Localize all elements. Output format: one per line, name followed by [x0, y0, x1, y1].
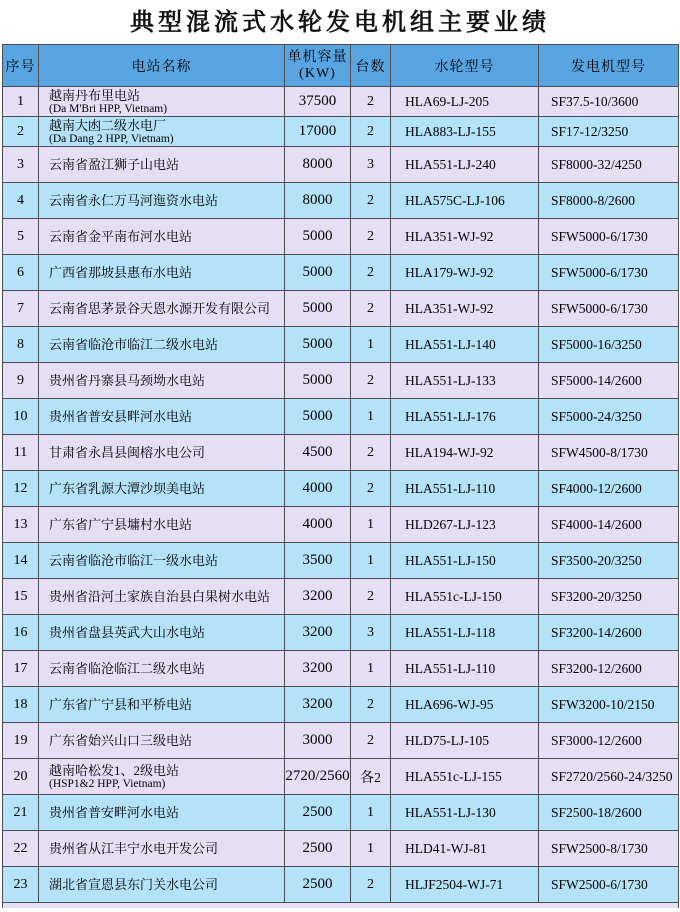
col-header-station: 电站名称: [39, 45, 285, 87]
row-number-cell: 2: [3, 117, 39, 147]
station-name: 贵州省从江丰宁水电开发公司: [49, 841, 219, 856]
generator-model-cell: SF2720/2560-24/3250: [539, 759, 679, 795]
row-number-cell: 9: [3, 363, 39, 399]
units-count-cell: 2: [351, 579, 391, 615]
station-name-cell: [39, 471, 285, 507]
header-row: [3, 45, 679, 87]
station-name: 越南丹布里电站: [49, 87, 141, 103]
turbine-model-cell: HLA575C-LJ-106: [391, 183, 539, 219]
generator-model-cell: SF8000-8/2600: [539, 183, 679, 219]
station-name-cell: [39, 435, 285, 471]
capacity-cell: 3200: [285, 615, 351, 651]
station-name-cell: [39, 723, 285, 759]
units-count-cell: 1: [351, 543, 391, 579]
table-row: [3, 327, 679, 363]
capacity-cell: 4000: [285, 507, 351, 543]
turbine-model-cell: HLA551c-LJ-155: [391, 759, 539, 795]
station-name-cell: [39, 183, 285, 219]
generator-model-cell: SFW2500-6/1730: [539, 867, 679, 903]
turbine-model-cell: HLA351-WJ-92: [391, 291, 539, 327]
station-name-cell: [39, 687, 285, 723]
station-name-cell: [39, 867, 285, 903]
units-count-cell: 1: [351, 795, 391, 831]
station-name-cell: [39, 255, 285, 291]
units-count-cell: 2: [351, 723, 391, 759]
capacity-cell: 5000: [285, 363, 351, 399]
generator-model-cell: SFW2500-8/1730: [539, 831, 679, 867]
capacity-cell: 2720/2560: [285, 759, 351, 795]
capacity-cell: 5000: [285, 255, 351, 291]
units-count-cell: 2: [351, 255, 391, 291]
row-number-cell: 1: [3, 87, 39, 117]
station-name: 广东省始兴山口三级电站: [49, 733, 193, 748]
row-number-cell: 23: [3, 867, 39, 903]
generator-model-cell: SF3200-12/2600: [539, 651, 679, 687]
station-name: 广东省广宁县墉村水电站: [49, 517, 193, 532]
station-name-cell: [39, 543, 285, 579]
row-number-cell: 20: [3, 759, 39, 795]
station-name-cell: [39, 831, 285, 867]
capacity-cell: 5000: [285, 291, 351, 327]
col-header-no: 序号: [3, 45, 39, 87]
col-header-capacity-sublabel: (KW): [299, 65, 336, 81]
turbine-model-cell: HLA551-LJ-140: [391, 327, 539, 363]
row-number-cell: 15: [3, 579, 39, 615]
turbine-model-cell: HLA351-WJ-92: [391, 219, 539, 255]
generator-model-cell: SFW5000-6/1730: [539, 255, 679, 291]
station-name-cell: [39, 87, 285, 117]
station-name: 贵州省沿河土家族自治县白果树水电站: [49, 589, 271, 604]
row-number-cell: 13: [3, 507, 39, 543]
units-count-cell: 2: [351, 291, 391, 327]
generator-model-cell: SF4000-14/2600: [539, 507, 679, 543]
station-name-cell: [39, 759, 285, 795]
table-row: [3, 579, 679, 615]
turbine-model-cell: HLA179-WJ-92: [391, 255, 539, 291]
table-header: [3, 45, 679, 87]
units-count-cell: 1: [351, 651, 391, 687]
units-count-cell: 2: [351, 183, 391, 219]
table-row: [3, 831, 679, 867]
station-name: 云南省临沧市临江二级水电站: [49, 337, 219, 352]
table-row: [3, 435, 679, 471]
capacity-cell: 2500: [285, 795, 351, 831]
capacity-cell: 2500: [285, 831, 351, 867]
generator-model-cell: SFW4500-8/1730: [539, 435, 679, 471]
generator-model-cell: SF5000-14/2600: [539, 363, 679, 399]
units-count-cell: 3: [351, 615, 391, 651]
row-number-cell: 21: [3, 795, 39, 831]
turbine-model-cell: HLD267-LJ-123: [391, 507, 539, 543]
row-number-cell: 7: [3, 291, 39, 327]
generator-model-cell: SFW5000-6/1730: [539, 291, 679, 327]
table-row: [3, 117, 679, 147]
capacity-cell: 5000: [285, 399, 351, 435]
table-row: [3, 87, 679, 117]
station-name-english: (Da Dang 2 HPP, Vietnam): [49, 132, 174, 145]
row-number-cell: 11: [3, 435, 39, 471]
generator-model-cell: SF37.5-10/3600: [539, 87, 679, 117]
station-name-english: (Da M'Bri HPP, Vietnam): [49, 102, 168, 115]
turbine-model-cell: HLA69-LJ-205: [391, 87, 539, 117]
turbine-model-cell: HLA551-LJ-118: [391, 615, 539, 651]
station-name-cell: [39, 579, 285, 615]
units-count-cell: 2: [351, 435, 391, 471]
table-body: [3, 87, 679, 903]
turbine-model-cell: HLA696-WJ-95: [391, 687, 539, 723]
station-name-cell: [39, 615, 285, 651]
station-name: 湖北省宣恩县东门关水电公司: [49, 877, 219, 892]
station-name-cell: [39, 507, 285, 543]
station-name: 贵州省普安畔河水电站: [49, 805, 180, 820]
row-number-cell: 14: [3, 543, 39, 579]
station-name: 贵州省盘县英武大山水电站: [49, 625, 206, 640]
units-count-cell: 1: [351, 507, 391, 543]
capacity-cell: 3200: [285, 651, 351, 687]
capacity-cell: 8000: [285, 183, 351, 219]
units-count-cell: 2: [351, 867, 391, 903]
row-number-cell: 17: [3, 651, 39, 687]
capacity-cell: 3200: [285, 687, 351, 723]
capacity-cell: 5000: [285, 327, 351, 363]
table-row: [3, 615, 679, 651]
turbine-model-cell: HLA551-LJ-110: [391, 471, 539, 507]
col-header-turbine: 水轮型号: [391, 45, 539, 87]
units-count-cell: 2: [351, 117, 391, 147]
generator-model-cell: SF4000-12/2600: [539, 471, 679, 507]
row-number-cell: 22: [3, 831, 39, 867]
generator-model-cell: SF2500-18/2600: [539, 795, 679, 831]
col-header-capacity: [285, 45, 351, 87]
capacity-cell: 2500: [285, 867, 351, 903]
row-number-cell: 8: [3, 327, 39, 363]
table-row: [3, 471, 679, 507]
turbine-model-cell: HLA551-LJ-130: [391, 795, 539, 831]
turbine-model-cell: HLA551-LJ-176: [391, 399, 539, 435]
station-name: 广西省那坡县惠布水电站: [49, 265, 193, 280]
partial-bottom-row: [3, 903, 679, 909]
generator-model-cell: SF8000-32/4250: [539, 147, 679, 183]
turbine-model-cell: HLD75-LJ-105: [391, 723, 539, 759]
table-row: [3, 147, 679, 183]
station-name-cell: [39, 651, 285, 687]
station-name: 云南省临沧市临江一级水电站: [49, 553, 219, 568]
generator-model-cell: SF3200-20/3250: [539, 579, 679, 615]
station-name-cell: [39, 219, 285, 255]
table-footer: [3, 903, 679, 909]
table-row: [3, 543, 679, 579]
capacity-cell: 3500: [285, 543, 351, 579]
row-number-cell: 19: [3, 723, 39, 759]
col-header-units: 台数: [351, 45, 391, 87]
station-name: 云南省临沧临江二级水电站: [49, 661, 206, 676]
units-count-cell: 3: [351, 147, 391, 183]
units-count-cell: 2: [351, 687, 391, 723]
capacity-cell: 3000: [285, 723, 351, 759]
station-name: 广东省乳源大潭沙坝美电站: [49, 481, 206, 496]
capacity-cell: 8000: [285, 147, 351, 183]
generator-model-cell: SFW3200-10/2150: [539, 687, 679, 723]
table-row: [3, 507, 679, 543]
generator-model-cell: SF3200-14/2600: [539, 615, 679, 651]
station-name: 贵州省普安县畔河水电站: [49, 409, 193, 424]
row-number-cell: 10: [3, 399, 39, 435]
units-count-cell: 各2: [351, 759, 391, 795]
generator-model-cell: SF5000-16/3250: [539, 327, 679, 363]
table-row: [3, 651, 679, 687]
station-name-cell: [39, 795, 285, 831]
capacity-cell: 37500: [285, 87, 351, 117]
col-header-generator: 发电机型号: [539, 45, 679, 87]
turbine-model-cell: HLA551-LJ-110: [391, 651, 539, 687]
partial-row-strip: [3, 903, 679, 909]
units-count-cell: 2: [351, 471, 391, 507]
station-name: 甘肃省永昌县闽榕水电公司: [49, 445, 206, 460]
station-name-cell: [39, 363, 285, 399]
generator-model-cell: SF17-12/3250: [539, 117, 679, 147]
table-row: [3, 399, 679, 435]
station-name-cell: [39, 147, 285, 183]
turbine-model-cell: HLA551c-LJ-150: [391, 579, 539, 615]
row-number-cell: 3: [3, 147, 39, 183]
achievements-table: [2, 44, 679, 908]
table-row: [3, 255, 679, 291]
station-name: 广东省广宁县和平桥电站: [49, 697, 193, 712]
table-row: [3, 363, 679, 399]
units-count-cell: 2: [351, 87, 391, 117]
station-name: 越南哈松发1、2级电站: [49, 762, 180, 778]
col-header-capacity-label: 单机容量: [287, 49, 348, 65]
turbine-model-cell: HLA551-LJ-133: [391, 363, 539, 399]
page-title: 典型混流式水轮发电机组主要业绩: [130, 9, 550, 36]
turbine-model-cell: HLA883-LJ-155: [391, 117, 539, 147]
table-row: [3, 687, 679, 723]
row-number-cell: 12: [3, 471, 39, 507]
station-name-cell: [39, 117, 285, 147]
units-count-cell: 2: [351, 363, 391, 399]
generator-model-cell: SF3000-12/2600: [539, 723, 679, 759]
station-name: 越南大凼二级水电厂: [49, 117, 167, 133]
capacity-cell: 4500: [285, 435, 351, 471]
table-row: [3, 759, 679, 795]
turbine-model-cell: HLA194-WJ-92: [391, 435, 539, 471]
row-number-cell: 6: [3, 255, 39, 291]
generator-model-cell: SFW5000-6/1730: [539, 219, 679, 255]
station-name: 云南省盈江狮子山电站: [49, 157, 180, 172]
generator-model-cell: SF5000-24/3250: [539, 399, 679, 435]
table-row: [3, 291, 679, 327]
turbine-model-cell: HLD41-WJ-81: [391, 831, 539, 867]
units-count-cell: 1: [351, 327, 391, 363]
station-name-cell: [39, 327, 285, 363]
table-row: [3, 867, 679, 903]
capacity-cell: 4000: [285, 471, 351, 507]
station-name: 云南省思茅景谷天恩水源开发有限公司: [49, 301, 271, 316]
table-row: [3, 183, 679, 219]
station-name-cell: [39, 291, 285, 327]
table-row: [3, 723, 679, 759]
units-count-cell: 1: [351, 831, 391, 867]
station-name: 贵州省丹寨县马颈坳水电站: [49, 373, 206, 388]
row-number-cell: 16: [3, 615, 39, 651]
generator-model-cell: SF3500-20/3250: [539, 543, 679, 579]
turbine-model-cell: HLA551-LJ-240: [391, 147, 539, 183]
capacity-cell: 17000: [285, 117, 351, 147]
turbine-model-cell: HLA551-LJ-150: [391, 543, 539, 579]
station-name: 云南省金平南布河水电站: [49, 229, 193, 244]
capacity-cell: 5000: [285, 219, 351, 255]
turbine-model-cell: HLJF2504-WJ-71: [391, 867, 539, 903]
station-name: 云南省永仁万马河迤资水电站: [49, 193, 219, 208]
units-count-cell: 1: [351, 399, 391, 435]
row-number-cell: 4: [3, 183, 39, 219]
station-name-cell: [39, 399, 285, 435]
station-name-english: (HSP1&2 HPP, Vietnam): [49, 777, 166, 790]
row-number-cell: 5: [3, 219, 39, 255]
units-count-cell: 2: [351, 219, 391, 255]
table-row: [3, 795, 679, 831]
row-number-cell: 18: [3, 687, 39, 723]
table-row: [3, 219, 679, 255]
capacity-cell: 3200: [285, 579, 351, 615]
